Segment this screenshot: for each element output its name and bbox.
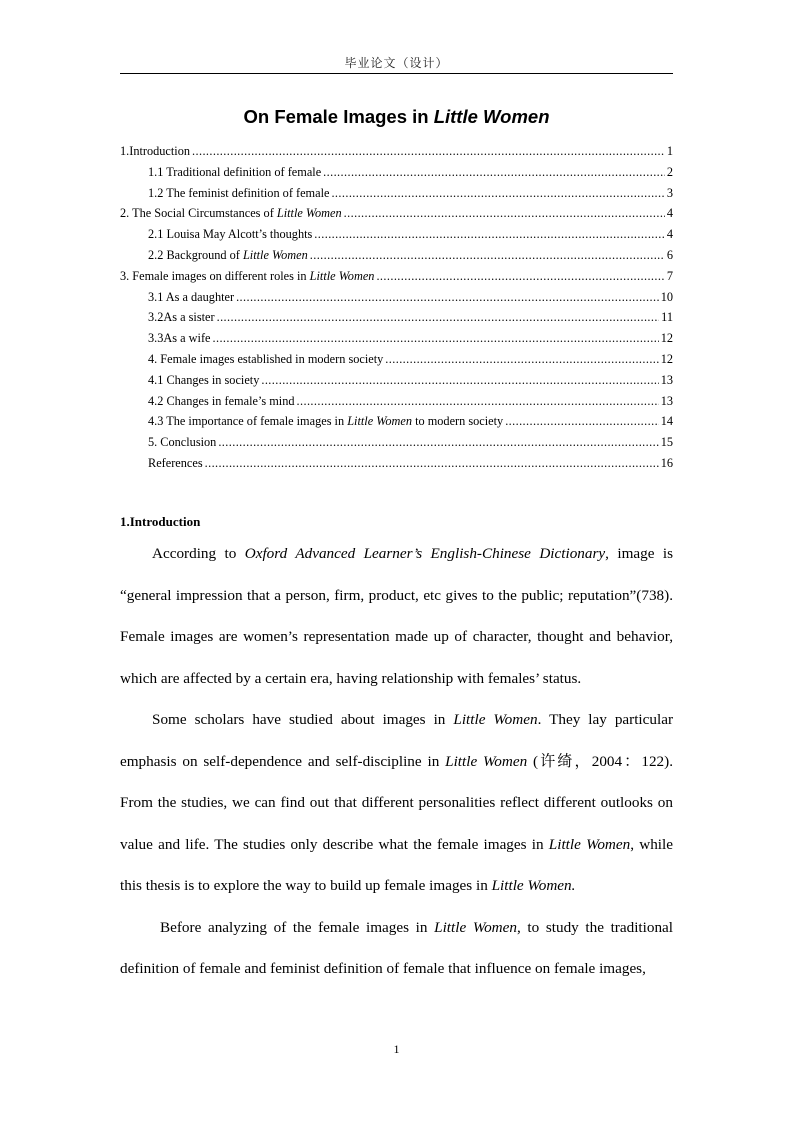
toc-entry[interactable] xyxy=(120,307,673,328)
toc-entry[interactable] xyxy=(120,391,673,412)
toc-entry[interactable] xyxy=(120,245,673,266)
toc-entry[interactable] xyxy=(120,266,673,287)
toc-page-number: 13 xyxy=(660,372,673,387)
para-text: . They lay particular emphasis on self-dependence and self-discipline in xyxy=(120,711,673,770)
toc-leader-dots xyxy=(331,183,664,204)
toc-leader-dots xyxy=(213,328,659,349)
toc-entry[interactable] xyxy=(120,141,673,162)
toc-entry-label xyxy=(148,183,329,204)
toc-leader-dots xyxy=(314,224,665,245)
toc-entry[interactable] xyxy=(120,287,673,308)
toc-entry[interactable] xyxy=(120,203,673,224)
toc-page-number: 4 xyxy=(666,206,673,221)
toc-leader-dots xyxy=(310,245,665,266)
toc-page-number: 6 xyxy=(666,247,673,262)
toc-entry-label xyxy=(148,162,321,183)
toc-entry-label xyxy=(148,224,312,245)
toc-leader-dots xyxy=(236,287,659,308)
toc-leader-dots xyxy=(505,411,659,432)
para-italic: Little Women xyxy=(434,918,517,936)
toc-entry-text: 5. Conclusion xyxy=(148,435,217,450)
para-italic: Little Women xyxy=(548,835,631,853)
toc-page-number: 12 xyxy=(660,331,673,346)
toc-page-number: 14 xyxy=(660,414,673,429)
para-text: According to xyxy=(152,545,245,562)
toc-entry-label xyxy=(148,411,503,432)
toc-leader-dots xyxy=(205,453,659,474)
toc-entry-label xyxy=(120,141,190,162)
toc-entry-text: 3.3As a wife xyxy=(148,331,211,346)
toc-page-number: 13 xyxy=(660,393,673,408)
toc-page-number: 11 xyxy=(661,310,673,325)
toc-entry[interactable] xyxy=(120,453,673,474)
toc-entry[interactable] xyxy=(120,162,673,183)
running-header: 毕业论文（设计） xyxy=(344,56,449,70)
body-text xyxy=(120,533,673,990)
title-text: On Female Images in xyxy=(243,106,434,127)
toc-entry-text: 1.2 The feminist definition of female xyxy=(148,185,330,200)
toc-entry-label xyxy=(148,328,211,349)
toc-page-number: 15 xyxy=(660,435,673,450)
toc-entry-text: 4.3 The importance of female images in xyxy=(148,414,348,429)
para-text: , image is “general impression that a person, firm, product, etc gives to the public; reputation”(738). Female images are women’s representation made up of character, thought and behavior, which are affected by a certain era, having relationship with females’ status. xyxy=(120,545,673,687)
toc-leader-dots xyxy=(297,391,659,412)
toc-page-number: 3 xyxy=(666,185,673,200)
toc-entry-label xyxy=(148,245,308,266)
toc-leader-dots xyxy=(376,266,664,287)
section-heading: 1.Introduction xyxy=(120,514,201,529)
toc-page-number: 16 xyxy=(660,455,673,470)
toc-entry-italic: Little Women xyxy=(242,247,308,262)
toc-entry[interactable] xyxy=(120,328,673,349)
paragraph xyxy=(120,699,673,907)
toc-entry-text: 4.2 Changes in female’s mind xyxy=(148,393,295,408)
toc-leader-dots xyxy=(344,203,665,224)
toc-entry-text: 1.1 Traditional definition of female xyxy=(148,164,322,179)
toc-leader-dots xyxy=(192,141,665,162)
table-of-contents xyxy=(120,141,673,474)
toc-entry-text: 3.2As a sister xyxy=(148,310,215,325)
toc-page-number: 2 xyxy=(666,164,673,179)
para-text: (许绮，2004：122). From the studies, we can find out that different personalities reflect different outlooks on value and life. The studies only describe what the female images in xyxy=(120,752,673,853)
toc-entry[interactable] xyxy=(120,224,673,245)
toc-entry-label xyxy=(148,391,295,412)
toc-entry-text: 4. Female images established in modern society xyxy=(148,351,384,366)
toc-entry-text: 2. The Social Circumstances of xyxy=(120,206,277,221)
toc-entry[interactable] xyxy=(120,183,673,204)
toc-entry-text: 3. Female images on different roles in xyxy=(120,268,310,283)
toc-entry-italic: Little Women xyxy=(309,268,375,283)
toc-entry[interactable] xyxy=(120,370,673,391)
paragraph xyxy=(120,533,673,699)
toc-entry-label xyxy=(148,307,215,328)
toc-entry[interactable] xyxy=(120,349,673,370)
toc-entry-label xyxy=(148,349,383,370)
toc-page-number: 4 xyxy=(666,227,673,242)
toc-entry-text: References xyxy=(148,455,203,470)
toc-entry-italic: Little Women xyxy=(276,206,342,221)
toc-page-number: 10 xyxy=(660,289,673,304)
toc-entry[interactable] xyxy=(120,432,673,453)
toc-entry-label xyxy=(120,266,374,287)
toc-entry[interactable] xyxy=(120,411,673,432)
toc-entry-text: 3.1 As a daughter xyxy=(148,289,235,304)
toc-entry-label xyxy=(120,203,342,224)
para-text: , to study the traditional definition of female and feminist definition of female that influence on female images, xyxy=(120,918,673,977)
toc-entry-label xyxy=(148,432,216,453)
toc-page-number: 12 xyxy=(660,351,673,366)
toc-entry-text: 4.1 Changes in society xyxy=(148,372,260,387)
toc-entry-text: 1.Introduction xyxy=(120,144,191,158)
toc-leader-dots xyxy=(323,162,665,183)
toc-entry-italic: Little Women xyxy=(347,414,412,429)
toc-leader-dots xyxy=(217,307,660,328)
toc-leader-dots xyxy=(261,370,658,391)
para-italic: Little Women xyxy=(453,711,538,728)
toc-entry-text: 2.2 Background of xyxy=(148,247,243,262)
para-text: Before analyzing of the female images in xyxy=(160,918,435,936)
toc-page-number: 1 xyxy=(666,144,673,158)
para-italic: Oxford Advanced Learner’s English-Chinese Dictionary xyxy=(244,545,606,562)
toc-entry-label xyxy=(148,370,259,391)
paragraph xyxy=(120,907,673,990)
toc-leader-dots xyxy=(218,432,658,453)
toc-entry-label xyxy=(148,287,234,308)
toc-page-number: 7 xyxy=(666,268,673,283)
document-title xyxy=(120,106,673,128)
toc-entry-label xyxy=(148,453,203,474)
para-text: , while this thesis is to explore the way to build up female images in xyxy=(120,835,673,894)
page-number: 1 xyxy=(393,1042,400,1056)
header-rule xyxy=(120,73,673,74)
toc-entry-text: 2.1 Louisa May Alcott’s thoughts xyxy=(148,227,313,242)
para-text: Some scholars have studied about images in xyxy=(152,711,454,728)
toc-entry-text: to modern society xyxy=(412,414,504,429)
para-italic: Little Women xyxy=(445,752,528,770)
para-italic: Little Women. xyxy=(491,877,576,894)
toc-leader-dots xyxy=(385,349,658,370)
title-italic: Little Women xyxy=(433,106,550,127)
